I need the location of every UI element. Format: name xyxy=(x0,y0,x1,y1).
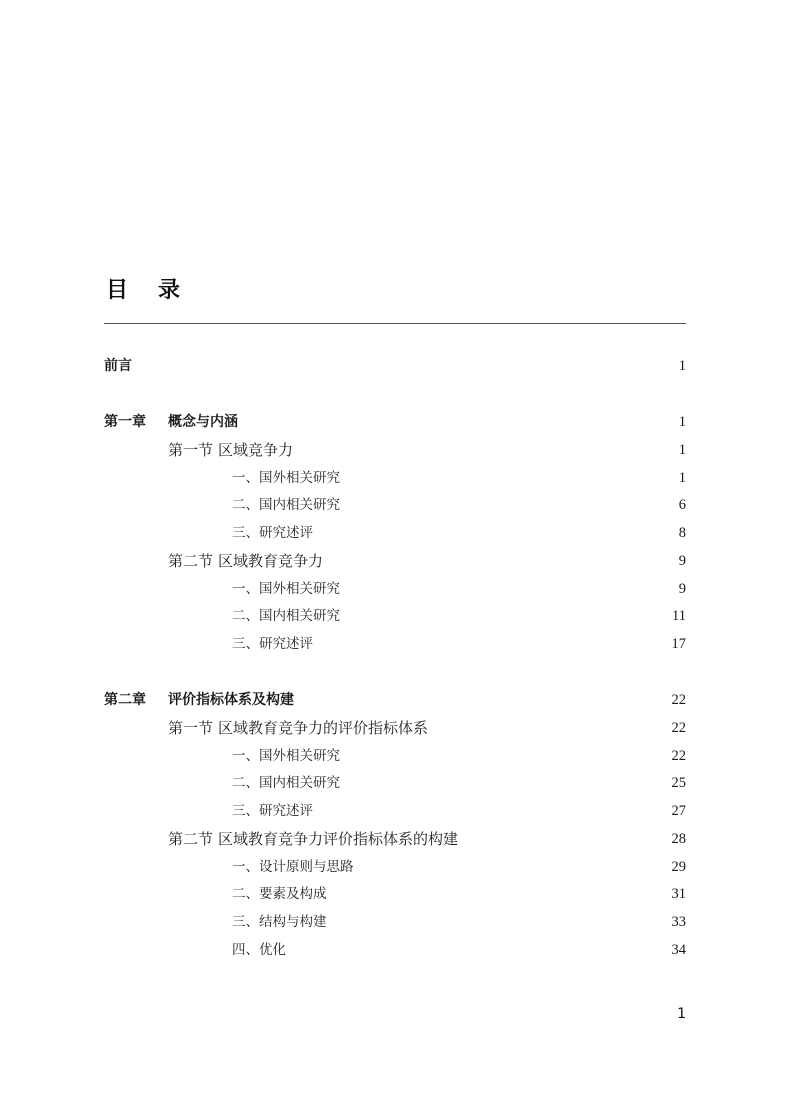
toc-entry-page: 34 xyxy=(671,942,686,958)
toc-chapter-row xyxy=(104,689,686,711)
toc-entry-label xyxy=(168,828,458,850)
toc-entry-label xyxy=(232,772,340,794)
page-title-part1: 目 xyxy=(106,278,129,303)
toc-entry-page: 1 xyxy=(678,442,686,458)
toc-entry-text: 三、研究述评 xyxy=(232,525,313,541)
toc-entry-page: 22 xyxy=(671,692,686,708)
toc-entry-number: 第二章 xyxy=(104,692,146,708)
toc-chapter-row xyxy=(104,411,686,433)
toc-entry-text: 评价指标体系及构建 xyxy=(168,692,294,708)
toc-entry-page: 25 xyxy=(671,775,686,791)
toc-entry-label xyxy=(104,355,132,377)
toc-entry-label xyxy=(232,605,340,627)
toc-entry-text: 四、优化 xyxy=(232,942,286,958)
toc-subsection-row xyxy=(104,772,686,794)
toc-entry-page: 1 xyxy=(678,358,686,374)
toc-entry-label xyxy=(232,800,313,822)
toc-entry-number: 第一节 xyxy=(168,441,214,459)
toc-entry-text: 区域教育竞争力 xyxy=(218,552,324,570)
toc-entry-page: 22 xyxy=(671,720,686,736)
toc-entry-number: 第二节 xyxy=(168,830,214,848)
toc-entry-text: 一、设计原则与思路 xyxy=(232,859,354,875)
toc-entry-label xyxy=(232,633,313,655)
page-title-part2: 录 xyxy=(158,278,181,303)
toc-entry-number: 第一节 xyxy=(168,719,214,737)
toc-entry-text: 区域竞争力 xyxy=(218,441,294,459)
toc-subsection-row xyxy=(104,578,686,600)
title-divider xyxy=(104,323,686,324)
toc-entry-page: 28 xyxy=(671,831,686,847)
toc-subsection-row xyxy=(104,494,686,516)
toc-entry-number: 第二节 xyxy=(168,552,214,570)
toc-section-row xyxy=(104,439,686,461)
toc-entry-text: 区域教育竞争力评价指标体系的构建 xyxy=(218,830,459,848)
toc-entry-page: 31 xyxy=(671,886,686,902)
toc-entry-label xyxy=(232,911,327,933)
toc-entry-page: 27 xyxy=(671,803,686,819)
page-title xyxy=(106,273,180,304)
toc-entry-page: 1 xyxy=(678,414,686,430)
toc-entry-text: 三、研究述评 xyxy=(232,803,313,819)
toc-entry-text: 一、国外相关研究 xyxy=(232,470,340,486)
toc-entry-text: 一、国外相关研究 xyxy=(232,748,340,764)
toc-entry-label xyxy=(104,689,294,711)
toc-subsection-row xyxy=(104,800,686,822)
toc-entry-page: 6 xyxy=(678,497,686,513)
toc-entry-page: 17 xyxy=(671,636,686,652)
toc-entry-text: 一、国外相关研究 xyxy=(232,581,340,597)
toc-subsection-row xyxy=(104,911,686,933)
toc-entry-page: 1 xyxy=(678,470,686,486)
toc-entry-label xyxy=(232,494,340,516)
toc-subsection-row xyxy=(104,605,686,627)
toc-entry-text: 前言 xyxy=(104,358,132,374)
toc-entry-label xyxy=(104,411,238,433)
toc-entry-number: 第一章 xyxy=(104,414,146,430)
toc-section-row xyxy=(104,717,686,739)
toc-entry-text: 区域教育竞争力的评价指标体系 xyxy=(218,719,429,737)
toc-entry-label xyxy=(232,939,286,961)
toc-subsection-row xyxy=(104,939,686,961)
toc-entry-label xyxy=(168,439,293,461)
toc-subsection-row xyxy=(104,745,686,767)
toc-entry-page: 33 xyxy=(671,914,686,930)
toc-entry-text: 二、国内相关研究 xyxy=(232,497,340,513)
toc-entry-page: 22 xyxy=(671,748,686,764)
toc-subsection-row xyxy=(104,467,686,489)
toc-chapter-row xyxy=(104,355,686,377)
toc-entry-label xyxy=(232,467,340,489)
toc-subsection-row xyxy=(104,883,686,905)
toc-subsection-row xyxy=(104,856,686,878)
page-number: 1 xyxy=(677,1006,686,1022)
toc-entry-label xyxy=(232,522,313,544)
toc-entry-text: 二、国内相关研究 xyxy=(232,608,340,624)
toc-entry-label xyxy=(232,883,327,905)
toc-entry-text: 概念与内涵 xyxy=(168,414,238,430)
toc-entry-label xyxy=(168,550,323,572)
toc-subsection-row xyxy=(104,522,686,544)
toc-section-row xyxy=(104,550,686,572)
toc-entry-page: 8 xyxy=(678,525,686,541)
toc-entry-label xyxy=(232,745,340,767)
toc-entry-text: 三、结构与构建 xyxy=(232,914,327,930)
toc-subsection-row xyxy=(104,633,686,655)
toc-entry-label xyxy=(232,856,354,878)
toc-entry-page: 9 xyxy=(678,581,686,597)
toc-entry-text: 三、研究述评 xyxy=(232,636,313,652)
toc-entry-text: 二、要素及构成 xyxy=(232,886,327,902)
toc-entry-page: 11 xyxy=(672,608,686,624)
toc-section-row xyxy=(104,828,686,850)
toc-entry-page: 29 xyxy=(671,859,686,875)
toc-entry-text: 二、国内相关研究 xyxy=(232,775,340,791)
toc-entry-page: 9 xyxy=(678,553,686,569)
toc-entry-label xyxy=(168,717,428,739)
toc-entry-label xyxy=(232,578,340,600)
